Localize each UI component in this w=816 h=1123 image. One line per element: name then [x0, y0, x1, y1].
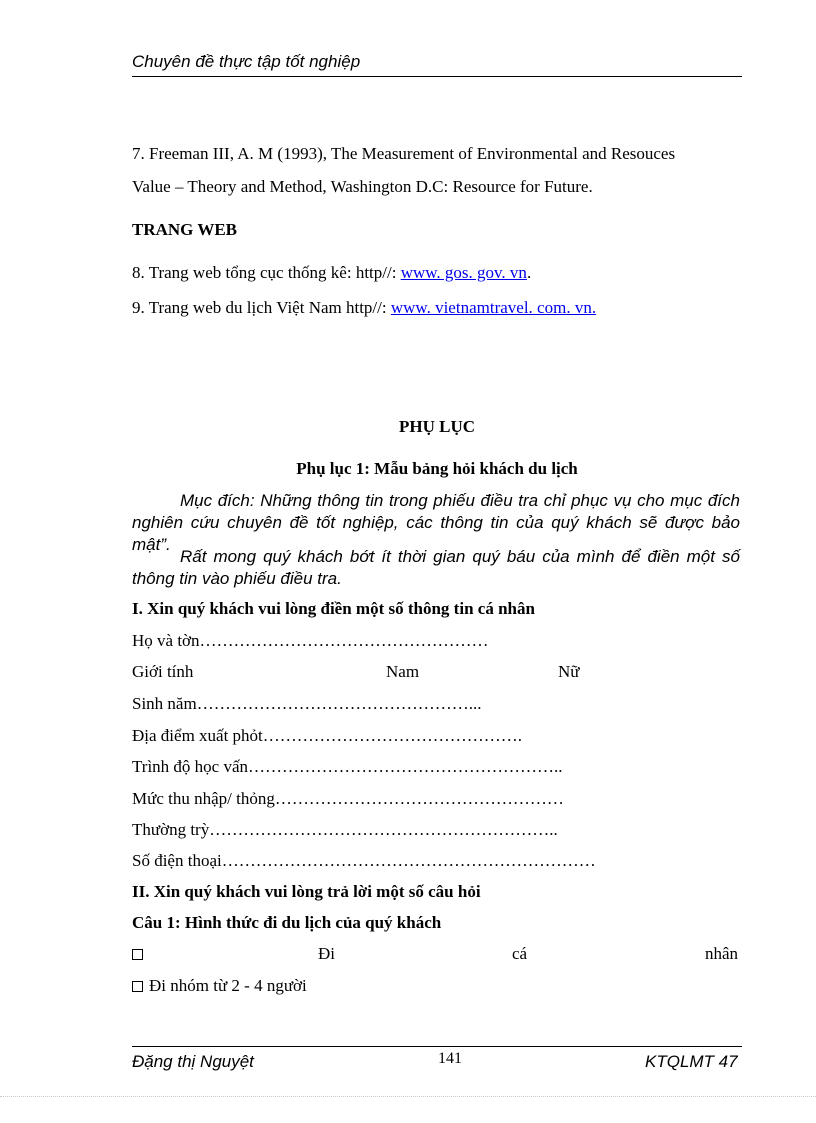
section-2-heading: II. Xin quý khách vui lòng trả lời một số câu hỏi: [132, 882, 481, 901]
reference-8-text: 8. Trang web tổng cục thống kê: http//:: [132, 263, 401, 282]
appendix-subtitle: Phụ lục 1: Mẫu bảng hỏi khách du lịch: [296, 459, 578, 478]
option-group: [132, 976, 307, 996]
reference-9-text: 9. Trang web du lịch Việt Nam http//:: [132, 298, 391, 317]
section-1-heading: I. Xin quý khách vui lòng điền một số thông tin cá nhân: [132, 599, 535, 618]
appendix-title: PHỤ LỤC: [398, 417, 476, 436]
web-heading: TRANG WEB: [132, 220, 238, 239]
question-1: Câu 1: Hình thức đi du lịch của quý khách: [132, 913, 442, 932]
field-origin: Địa điểm xuất phỏt……………………………………….: [132, 726, 523, 745]
reference-7-line-1: 7. Freeman III, A. M (1993), The Measurement of Environmental and Resouces: [132, 144, 676, 163]
page-edge: [0, 1096, 816, 1097]
field-residence: Thường trỳ……………………………………………………..: [132, 820, 558, 839]
option-individual-word-2: cá: [512, 944, 528, 963]
field-phone: Số điện thoại…………………………………………………………: [132, 851, 596, 870]
field-birth-year: Sinh năm…………………………………………...: [132, 694, 482, 713]
request-paragraph: Rất mong quý khách bớt ít thời gian quý báu của mình để điền một số thông tin vào phiếu điều tra.: [132, 547, 740, 588]
option-individual: [132, 944, 740, 964]
footer-author: Đặng thị Nguyệt: [132, 1052, 254, 1071]
header-rule: [132, 76, 742, 77]
option-group-label: Đi nhóm từ 2 - 4 người: [149, 976, 307, 995]
reference-9: [132, 298, 596, 318]
gender-female-option: Nữ: [558, 662, 580, 681]
checkbox-icon[interactable]: [132, 981, 143, 992]
reference-8-end: .: [526, 263, 532, 282]
page-number: 141: [438, 1050, 462, 1067]
footer-rule: [132, 1046, 742, 1047]
purpose-paragraph: Mục đích: Những thông tin trong phiếu điều tra chỉ phục vụ cho mục đích nghiên cứu chuyên đề tốt nghiệp, các thông tin của quý khách sẽ được bảo mật”.: [132, 491, 740, 554]
reference-7-line-2: Value – Theory and Method, Washington D.C: Resource for Future.: [132, 177, 593, 196]
footer-class: KTQLMT 47: [645, 1052, 738, 1071]
running-header-title: Chuyên đề thực tập tốt nghiệp: [132, 52, 361, 71]
field-education: Trình độ học vấn………………………………………………..: [132, 757, 563, 776]
option-individual-word-3: nhân: [705, 944, 739, 963]
option-individual-word-1: Đi: [318, 944, 335, 963]
checkbox-icon[interactable]: [132, 949, 143, 960]
field-name: Họ và tờn……………………………………………: [132, 631, 489, 650]
gender-male-option: Nam: [386, 662, 420, 681]
field-gender: Giới tính: [132, 662, 194, 681]
reference-8: [132, 263, 531, 283]
vietnamtravel-link[interactable]: www. vietnamtravel. com. vn.: [390, 298, 597, 317]
field-income: Mức thu nhập/ thỏng……………………………………………: [132, 789, 564, 808]
gso-link[interactable]: www. gos. gov. vn: [400, 263, 527, 282]
